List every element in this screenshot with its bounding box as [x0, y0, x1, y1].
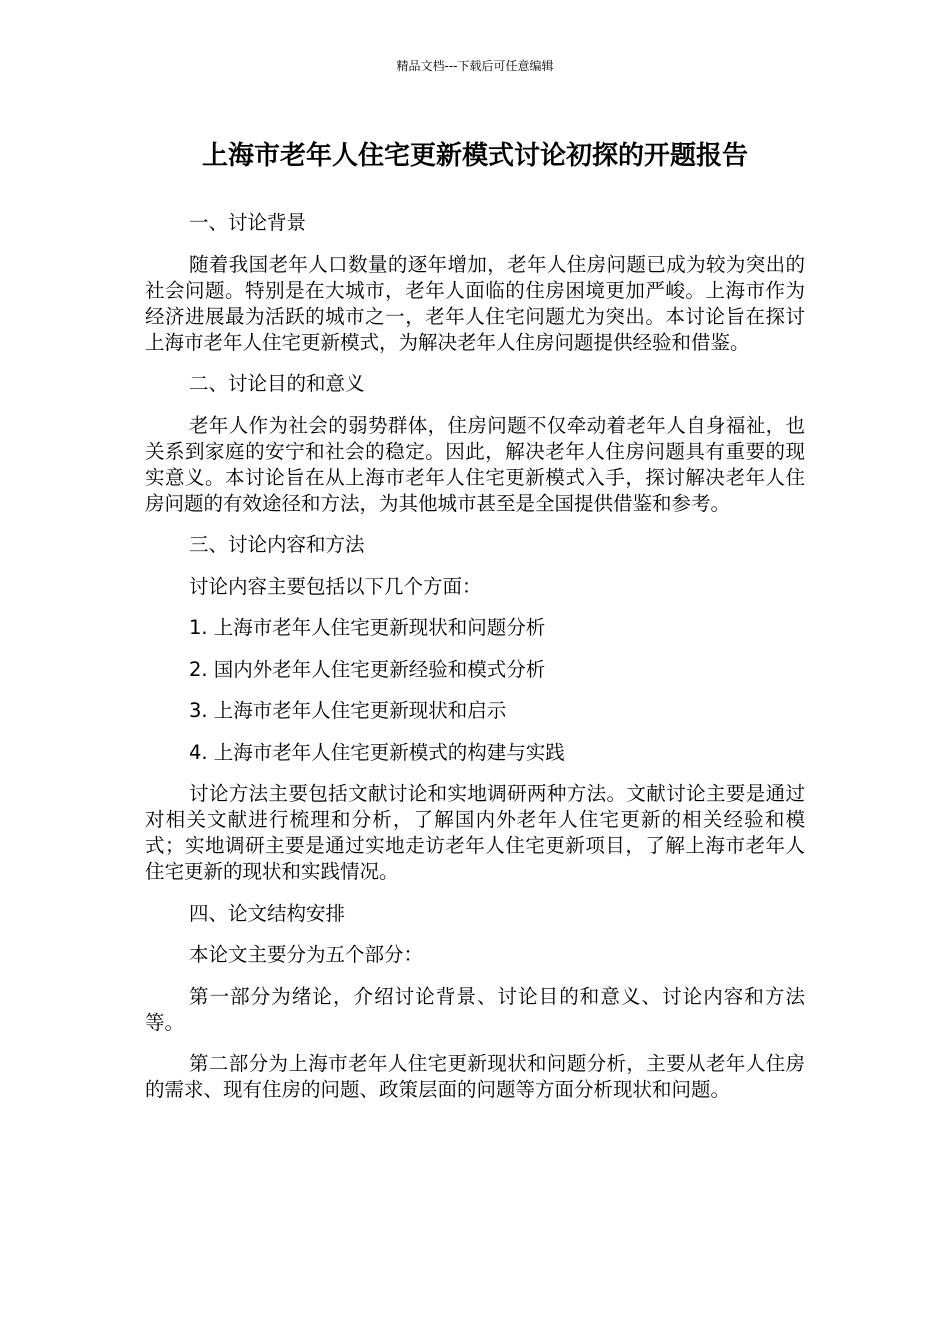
paragraph-background: 随着我国老年人口数量的逐年增加，老年人住房问题已成为较为突出的社会问题。特别是在大城市，老年人面临的住房困境更加严峻。上海市作为经济进展最为活跃的城市之一，老年人住宅问题尤为突出。本讨论旨在探讨上海市老年人住宅更新模式，为解决老年人住房问题提供经验和借鉴。	[145, 252, 805, 354]
paragraph-content-intro: 讨论内容主要包括以下几个方面：	[189, 574, 482, 598]
header-note: 精品文档---下载后可任意编辑	[396, 59, 554, 73]
paragraph-part-one: 第一部分为绪论，介绍讨论背景、讨论目的和意义、讨论内容和方法等。	[145, 984, 805, 1034]
section-heading-purpose: 二、讨论目的和意义	[189, 372, 365, 395]
document-title: 上海市老年人住宅更新模式讨论初探的开题报告	[201, 141, 748, 171]
paragraph-purpose: 老年人作为社会的弱势群体，住房问题不仅牵动着老年人自身福祉，也关系到家庭的安宁和社会的稳定。因此，解决老年人住房问题具有重要的现实意义。本讨论旨在从上海市老年人住宅更新模式入手，探讨解决老年人住房问题的有效途径和方法，为其他城市甚至是全国提供借鉴和参考。	[145, 413, 805, 515]
section-heading-content-method: 三、讨论内容和方法	[189, 533, 365, 556]
list-item-1: 1. 上海市老年人住宅更新现状和问题分析	[189, 616, 546, 639]
paragraph-method: 讨论方法主要包括文献讨论和实地调研两种方法。文献讨论主要是通过对相关文献进行梳理和分析，了解国内外老年人住宅更新的相关经验和模式；实地调研主要是通过实地走访老年人住宅更新项目，了解上海市老年人住宅更新的现状和实践情况。	[145, 782, 805, 883]
section-heading-background: 一、讨论背景	[189, 211, 307, 234]
paragraph-structure-intro: 本论文主要分为五个部分：	[189, 943, 424, 966]
list-item-2: 2. 国内外老年人住宅更新经验和模式分析	[189, 657, 546, 681]
list-item-3: 3. 上海市老年人住宅更新现状和启示	[189, 699, 507, 722]
section-heading-structure: 四、论文结构安排	[189, 901, 346, 925]
document-body	[145, 210, 805, 1119]
paragraph-part-two: 第二部分为上海市老年人住宅更新现状和问题分析，主要从老年人住房的需求、现有住房的问题、政策层面的问题等方面分析现状和问题。	[145, 1052, 805, 1101]
list-item-4: 4. 上海市老年人住宅更新模式的构建与实践	[189, 740, 565, 764]
